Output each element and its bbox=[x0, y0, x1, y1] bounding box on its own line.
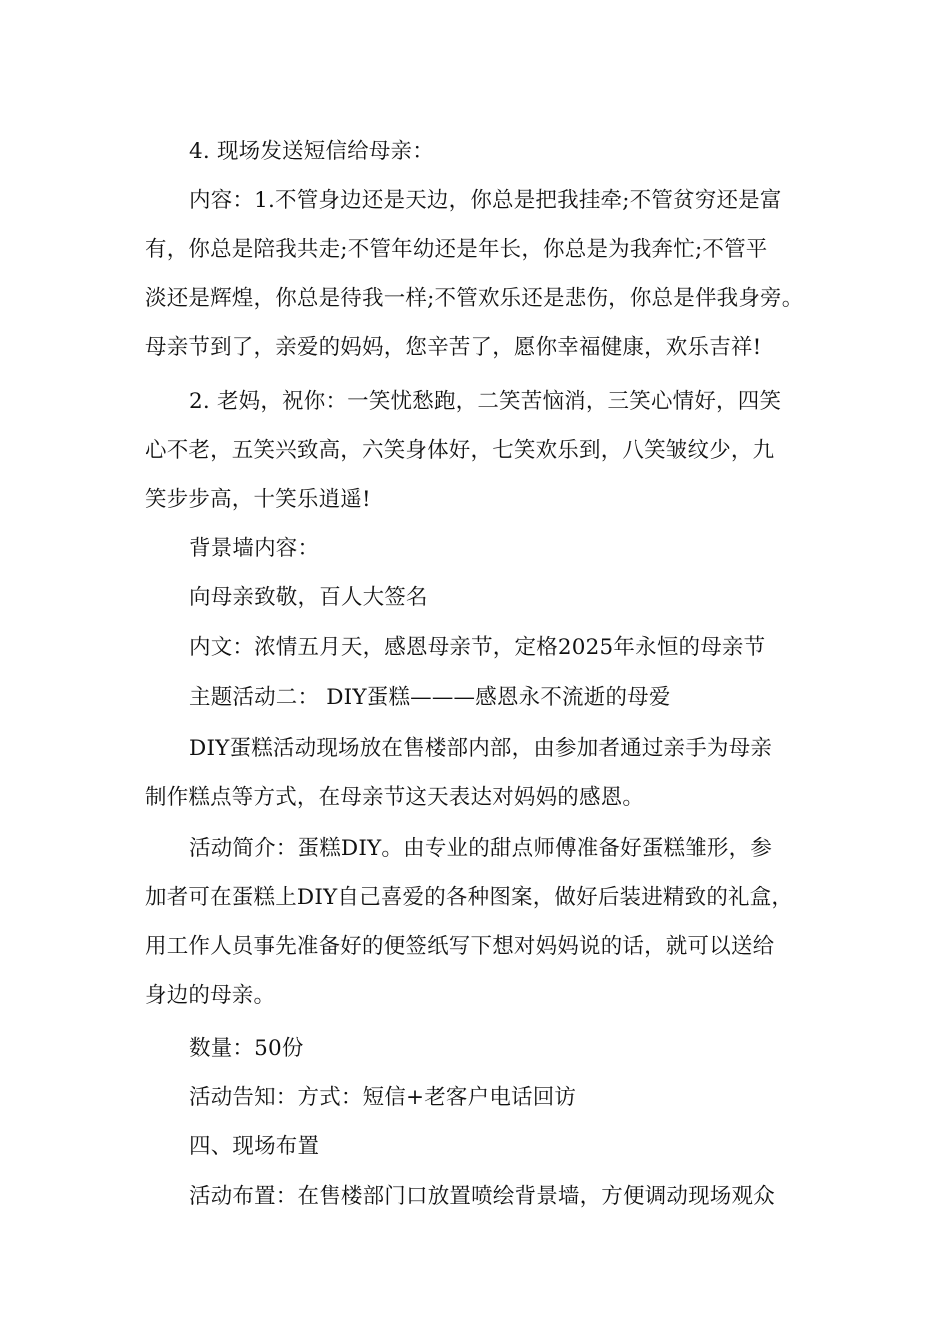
text-line: 主题活动二： DIY蛋糕———感恩永不流逝的母爱 bbox=[189, 685, 671, 710]
paragraph-background-wall-text bbox=[145, 623, 825, 672]
text-line: 用工作人员事先准备好的便签纸写下想对妈妈说的话，就可以送给 bbox=[145, 934, 775, 959]
text-line: 数量：50份 bbox=[189, 1036, 304, 1061]
text-line: 加者可在蛋糕上DIY自己喜爱的各种图案，做好后装进精致的礼盒， bbox=[145, 885, 794, 910]
text-line: 母亲节到了，亲爱的妈妈，您辛苦了，愿你幸福健康，欢乐吉祥! bbox=[145, 335, 762, 360]
text-line: 制作糕点等方式，在母亲节这天表达对妈妈的感恩。 bbox=[145, 785, 645, 810]
paragraph-section-four-heading bbox=[145, 1122, 825, 1171]
text-line: 四、现场布置 bbox=[189, 1134, 320, 1159]
text-line: 有，你总是陪我共走;不管年幼还是年长，你总是为我奔忙;不管平 bbox=[145, 237, 768, 262]
text-line: 身边的母亲。 bbox=[145, 983, 276, 1008]
text-line: 淡还是辉煌，你总是待我一样;不管欢乐还是悲伤，你总是伴我身旁。 bbox=[145, 286, 804, 311]
text-line: 心不老，五笑兴致高，六笑身体好，七笑欢乐到，八笑皱纹少，九 bbox=[145, 438, 775, 463]
text-line: 4. 现场发送短信给母亲： bbox=[189, 139, 434, 164]
paragraph-activity-intro bbox=[145, 824, 825, 1020]
paragraph-activity-layout bbox=[145, 1172, 825, 1221]
paragraph-quantity bbox=[145, 1024, 825, 1073]
text-line: 背景墙内容： bbox=[189, 536, 320, 561]
paragraph-diy-description bbox=[145, 724, 825, 822]
paragraph-sms-heading bbox=[145, 127, 825, 176]
paragraph-activity-two-title bbox=[145, 673, 825, 722]
text-line: DIY蛋糕活动现场放在售楼部内部，由参加者通过亲手为母亲 bbox=[189, 736, 773, 761]
text-line: 笑步步高，十笑乐逍遥! bbox=[145, 487, 371, 512]
paragraph-activity-notice bbox=[145, 1073, 825, 1122]
text-line: 内文：浓情五月天，感恩母亲节，定格2025年永恒的母亲节 bbox=[189, 635, 766, 660]
paragraph-background-wall-heading bbox=[145, 524, 825, 573]
paragraph-sms-content-1 bbox=[145, 176, 825, 372]
text-line: 活动布置：在售楼部门口放置喷绘背景墙，方便调动现场观众 bbox=[189, 1184, 775, 1209]
paragraph-background-wall-title bbox=[145, 573, 825, 622]
text-line: 2. 老妈，祝你：一笑忧愁跑，二笑苦恼消，三笑心情好，四笑 bbox=[189, 389, 782, 414]
text-line: 内容：1.不管身边还是天边，你总是把我挂牵;不管贫穷还是富 bbox=[189, 188, 782, 213]
paragraph-sms-content-2 bbox=[145, 377, 825, 524]
text-line: 活动简介：蛋糕DIY。由专业的甜点师傅准备好蛋糕雏形，参 bbox=[189, 836, 773, 861]
text-line: 活动告知：方式：短信+老客户电话回访 bbox=[189, 1085, 577, 1110]
text-line: 向母亲致敬，百人大签名 bbox=[189, 585, 428, 610]
